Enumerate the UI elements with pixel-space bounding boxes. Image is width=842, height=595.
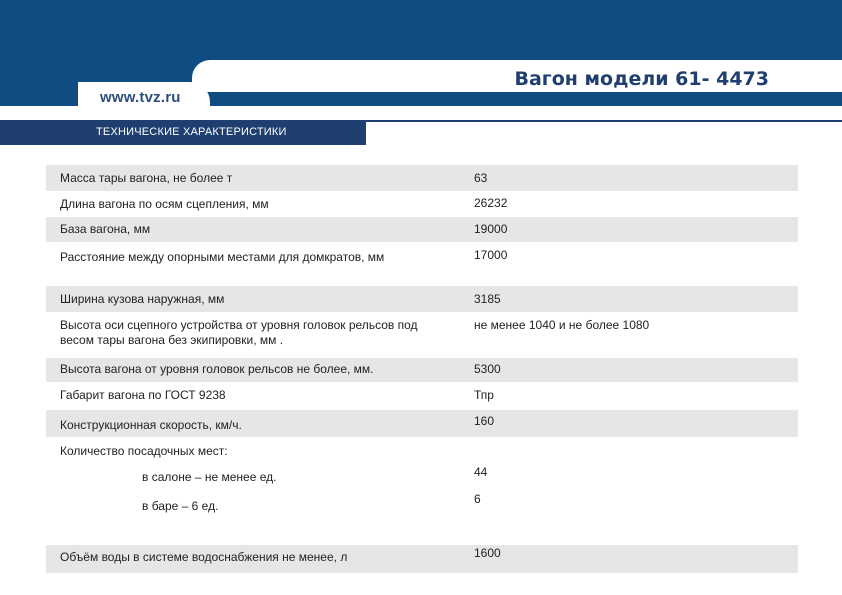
spec-label: Масса тары вагона, не более т — [60, 171, 233, 185]
spec-label: Габарит вагона по ГОСТ 9238 — [60, 388, 226, 402]
seats-salon-value: 44 — [474, 465, 488, 479]
spec-row — [46, 191, 798, 217]
spec-value: 160 — [474, 414, 495, 428]
spec-value: Тпр — [474, 388, 494, 402]
spec-value: 63 — [474, 171, 488, 185]
water-value: 1600 — [474, 546, 501, 560]
page-title: Вагон модели 61- 4473 — [514, 68, 769, 90]
seats-block — [46, 437, 798, 545]
spec-row — [46, 217, 798, 242]
spec-label: Конструкционная скорость, км/ч. — [60, 418, 242, 432]
spec-row — [46, 410, 798, 437]
spec-row — [46, 242, 798, 286]
spec-value: 3185 — [474, 292, 501, 306]
spec-row — [46, 358, 798, 382]
seats-bar-label: в баре – 6 ед. — [142, 499, 219, 513]
spec-value: 26232 — [474, 196, 508, 210]
spec-value: не менее 1040 и не более 1080 — [474, 318, 650, 332]
spec-row — [46, 382, 798, 410]
spec-row — [46, 286, 798, 312]
spec-value: 19000 — [474, 222, 508, 236]
spec-row — [46, 165, 798, 191]
spec-label: Длина вагона по осям сцепления, мм — [60, 197, 269, 211]
section-title: ТЕХНИЧЕСКИЕ ХАРАКТЕРИСТИКИ — [96, 126, 287, 138]
spec-row — [46, 545, 798, 573]
water-label: Объём воды в системе водоснабжения не менее, л — [60, 550, 348, 564]
spec-label: Высота оси сцепного устройства от уровня головок рельсов под весом тары вагона без экипировки, мм . — [60, 318, 418, 347]
spec-value: 17000 — [474, 248, 508, 262]
spec-label: Расстояние между опорными местами для домкратов, мм — [60, 250, 385, 264]
seats-label: Количество посадочных мест: — [60, 444, 228, 458]
spec-label: База вагона, мм — [60, 222, 151, 236]
site-logo[interactable]: www.tvz.ru — [100, 89, 181, 106]
seats-salon-label: в салоне – не менее ед. — [142, 470, 277, 484]
spec-label: Ширина кузова наружная, мм — [60, 292, 225, 306]
spec-row — [46, 312, 798, 358]
spec-label: Высота вагона от уровня головок рельсов не более, мм. — [60, 362, 374, 376]
seats-bar-value: 6 — [474, 492, 481, 506]
spec-value: 5300 — [474, 362, 501, 376]
